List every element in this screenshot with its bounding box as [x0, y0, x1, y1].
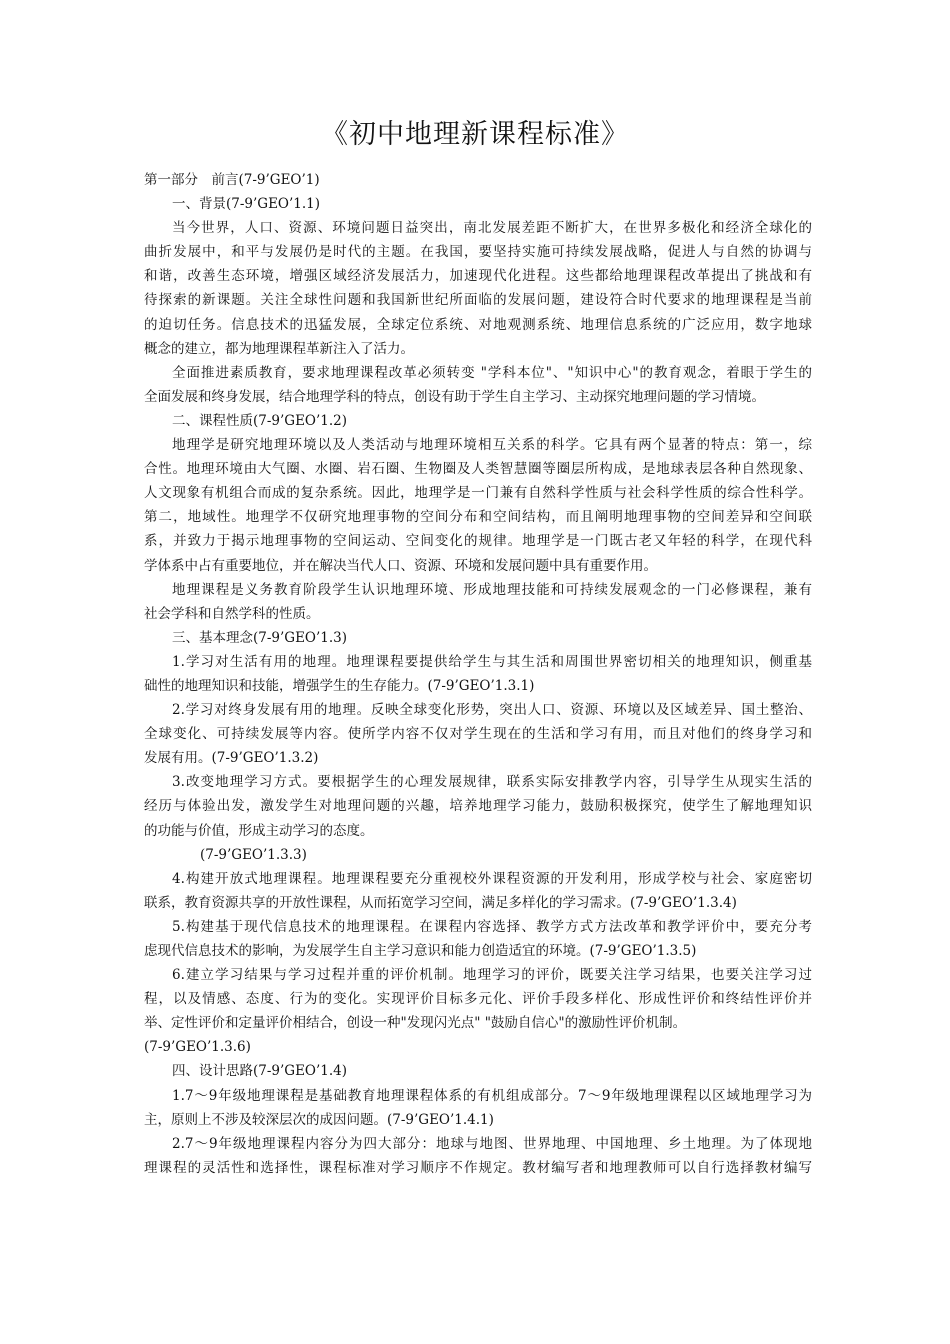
paragraph-line: 当今世界，人口、资源、环境问题日益突出，南北发展差距不断扩大，在世界多极化和经济全球化的 — [172, 220, 812, 237]
paragraph-line: 学体系中占有重要地位，并在解决当代人口、资源、环境和发展问题中具有重要作用。 — [144, 557, 657, 574]
paragraph-line: 主，原则上不涉及较深层次的成因问题。(7-9’GEO’1.4.1) — [144, 1111, 494, 1128]
paragraph-line: 人文现象有机组合而成的复杂系统。因此，地理学是一门兼有自然科学性质与社会科学性质的综合性科学。 — [144, 485, 812, 502]
paragraph-line: 待探索的新课题。关注全球性问题和我国新世纪所面临的发展问题，建设符合时代要求的地理课程是当前 — [144, 292, 812, 309]
paragraph-line: 2.学习对终身发展有用的地理。反映全球变化形势，突出人口、资源、环境以及区域差异、国土整治、 — [172, 702, 812, 719]
paragraph-line: 2.7～9年级地理课程内容分为四大部分：地球与地图、世界地理、中国地理、乡土地理。为了体现地 — [172, 1135, 812, 1152]
paragraph-line: 和谐，改善生态环境，增强区域经济发展活力，加速现代化进程。这些都给地理课程改革提出了挑战和有 — [144, 268, 812, 285]
paragraph-line: 概念的建立，都为地理课程革新注入了活力。 — [144, 340, 414, 357]
paragraph-line: 3.改变地理学习方式。要根据学生的心理发展规律，联系实际安排教学内容，引导学生从现实生活的 — [172, 774, 812, 791]
paragraph-line: 联系，教育资源共享的开放性课程，从而拓宽学习空间，满足多样化的学习需求。(7-9’GEO’1.3.4) — [144, 894, 737, 911]
paragraph-line: 理课程的灵活性和选择性，课程标准对学习顺序不作规定。教材编写者和地理教师可以自行选择教材编写 — [144, 1159, 812, 1176]
paragraph-line: 4.构建开放式地理课程。地理课程要充分重视校外课程资源的开发利用，形成学校与社会、家庭密切 — [172, 870, 812, 887]
paragraph-line: 社会学科和自然学科的性质。 — [144, 605, 320, 622]
paragraph-line: 的功能与价值，形成主动学习的态度。 — [144, 822, 374, 839]
paragraph-line: 5.构建基于现代信息技术的地理课程。在课程内容选择、教学方式方法改革和教学评价中，要充分考 — [172, 918, 812, 935]
paragraph-line: 全面推进素质教育，要求地理课程改革必须转变 "学科本位"、"知识中心"的教育观念，着眼于学生的 — [172, 364, 812, 381]
paragraph-line: 的迫切任务。信息技术的迅猛发展，全球定位系统、对地观测系统、地理信息系统的广泛应用，数字地球 — [144, 316, 812, 333]
paragraph-line: 地理课程是义务教育阶段学生认识地理环境、形成地理技能和可持续发展观念的一门必修课程，兼有 — [172, 581, 812, 598]
paragraph-line: 程，以及情感、态度、行为的变化。实现评价目标多元化、评价手段多样化、形成性评价和终结性评价并 — [144, 991, 812, 1008]
section-heading: 四、设计思路(7-9’GEO’1.4) — [172, 1063, 348, 1080]
document-title: 《初中地理新课程标准》 — [321, 119, 629, 150]
paragraph-line: 6.建立学习结果与学习过程并重的评价机制。地理学习的评价，既要关注学习结果，也要关注学习过 — [172, 967, 812, 984]
paragraph-line: 合性。地理环境由大气圈、水圈、岩石圈、生物圈及人类智慧圈等圈层所构成，是地球表层各种自然现象、 — [144, 461, 812, 478]
section-heading: 二、课程性质(7-9’GEO’1.2) — [172, 412, 348, 429]
document-body — [144, 168, 812, 1180]
part-heading: 第一部分 前言(7-9’GEO’1) — [144, 172, 320, 188]
paragraph-line: 地理学是研究地理环境以及人类活动与地理环境相互关系的科学。它具有两个显著的特点：第一，综 — [172, 437, 812, 454]
paragraph-line: 全球变化、可持续发展等内容。使所学内容不仅对学生现在的生活和学习有用，而且对他们的终身学习和 — [144, 726, 812, 743]
paragraph-line: 举、定性评价和定量评价相结合，创设一种"发现闪光点" "鼓励自信心"的激励性评价机制。 — [144, 1015, 687, 1032]
section-heading: 一、背景(7-9’GEO’1.1) — [172, 196, 321, 213]
paragraph-line: (7-9’GEO’1.3.6) — [144, 1039, 251, 1056]
paragraph-line: 1.7～9年级地理课程是基础教育地理课程体系的有机组成部分。7～9年级地理课程以区域地理学习为 — [172, 1087, 812, 1104]
section-heading: 三、基本理念(7-9’GEO’1.3) — [172, 629, 348, 646]
paragraph-line: 1.学习对生活有用的地理。地理课程要提供给学生与其生活和周围世界密切相关的地理知识，侧重基 — [172, 653, 812, 670]
paragraph-line: 发展有用。(7-9’GEO’1.3.2) — [144, 750, 319, 767]
paragraph-line: 曲折发展中，和平与发展仍是时代的主题。在我国，要坚持实施可持续发展战略，促进人与自然的协调与 — [144, 244, 812, 261]
paragraph-line: 全面发展和终身发展，结合地理学科的特点，创设有助于学生自主学习、主动探究地理问题的学习情境。 — [144, 388, 765, 405]
paragraph-line: 经历与体验出发，激发学生对地理问题的兴趣，培养地理学习能力，鼓励积极探究，使学生了解地理知识 — [144, 798, 812, 815]
paragraph-line: 系，并致力于揭示地理事物的空间运动、空间变化的规律。地理学是一门既古老又年轻的科学，在现代科 — [144, 533, 812, 550]
paragraph-line: 础性的地理知识和技能，增强学生的生存能力。(7-9’GEO’1.3.1) — [144, 677, 535, 694]
paragraph-line: 虑现代信息技术的影响，为发展学生自主学习意识和能力创造适宜的环境。(7-9’GEO’1.3.5) — [144, 943, 697, 959]
paragraph-line: 第二，地域性。地理学不仅研究地理事物的空间分布和空间结构，而且阐明地理事物的空间差异和空间联 — [144, 509, 812, 526]
paragraph-line: (7-9’GEO’1.3.3) — [200, 846, 307, 863]
